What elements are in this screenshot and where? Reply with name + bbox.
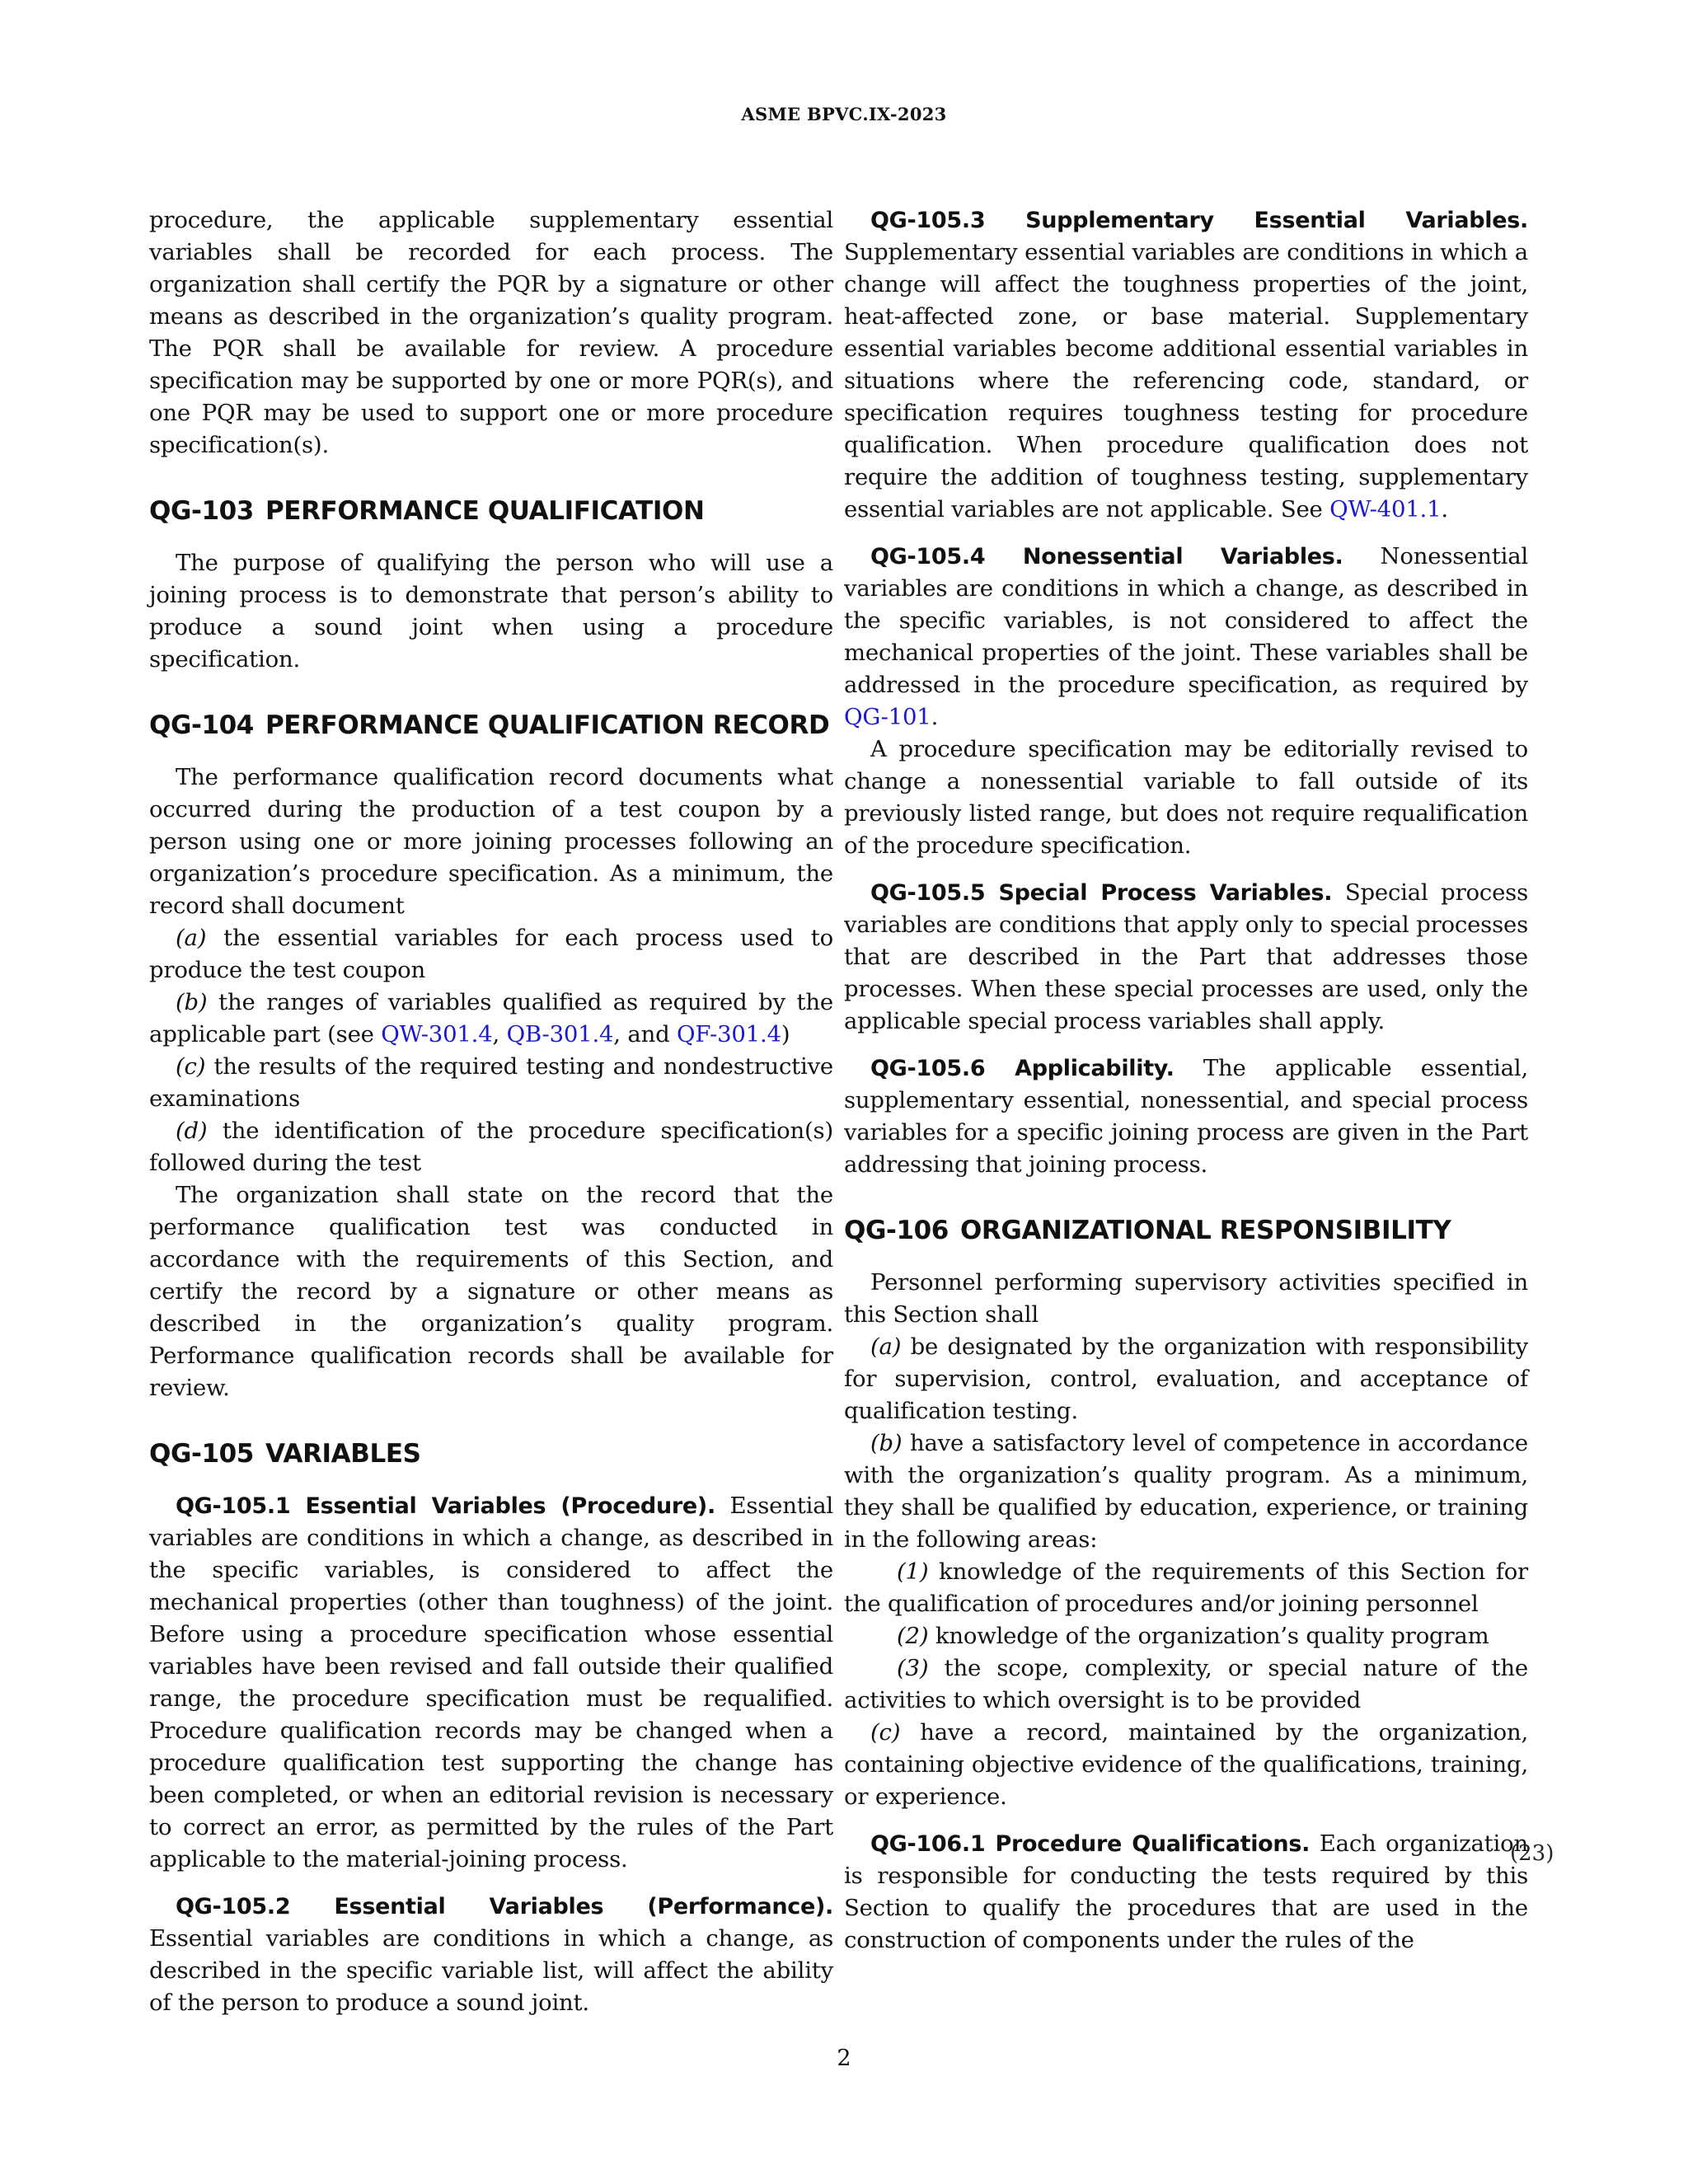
subsection-qg-105-1 <box>149 1490 833 1876</box>
subsection-qg-105-2 <box>149 1891 833 2019</box>
right-column <box>844 204 1528 1957</box>
list-item <box>844 1717 1528 1813</box>
list-item <box>149 922 833 987</box>
subsection-text: Each organization is responsible for conducting the tests required by this Section to qualify the procedures that are used in the construction of components under the rules of the <box>844 1830 1528 1953</box>
subsection-qg-105-6 <box>844 1052 1528 1181</box>
item-text: the essential variables for each process used to produce the test coupon <box>149 925 834 983</box>
run-in-heading: QG-105.4 Nonessential Variables. <box>870 544 1343 569</box>
link-qw-301-4[interactable]: QW-301.4 <box>381 1021 493 1047</box>
run-in-heading: QG-105.3 Supplementary Essential Variables. <box>870 208 1528 233</box>
heading-qg-103 <box>149 494 833 527</box>
separator: , <box>492 1021 500 1047</box>
item-label: (b) <box>176 989 208 1015</box>
run-in-heading: QG-105.1 Essential Variables (Procedure). <box>176 1493 715 1519</box>
item-label: (3) <box>897 1655 929 1681</box>
run-in-heading: QG-106.1 Procedure Qualifications. <box>870 1831 1311 1857</box>
subsection-text: Essential variables are conditions in which a change, as described in the specific variables, is considered to affect the mechanical properties (other than toughness) of the joint. Before using a procedure specification whose essential variables have been revised and fall outside their qualified range, the procedure specification must be requalified. Procedure qualification records may be changed when a procedure qualification test supporting the change has been completed, or when an editorial revision is necessary to correct an error, as permitted by the rules of the Part applicable to the material-joining process. <box>149 1493 833 1872</box>
sub-list-item <box>844 1652 1528 1717</box>
heading-qg-105 <box>149 1437 833 1470</box>
heading-qg-106 <box>844 1214 1528 1247</box>
section-number: QG-103 <box>149 496 254 526</box>
heading-qg-104 <box>149 709 833 742</box>
item-text: have a satisfactory level of competence in accordance with the organization’s quality program. As a minimum, they shall be qualified by education, experience, or training in the following areas: <box>844 1430 1528 1553</box>
left-column <box>149 204 833 2019</box>
item-text: knowledge of the requirements of this Section for the qualification of procedures and/or joining personnel <box>844 1558 1528 1617</box>
period: . <box>931 704 939 730</box>
subsection-qg-106-1 <box>844 1828 1528 1957</box>
section-title: ORGANIZATIONAL RESPONSIBILITY <box>959 1216 1451 1245</box>
item-text: have a record, maintained by the organization, containing objective evidence of the qualifications, training, or experience. <box>844 1719 1528 1810</box>
subsection-text: Special process variables are conditions that apply only to special processes that are described in the Part that addresses those processes. When these special processes are used, only the applicable special process variables shall apply. <box>844 879 1528 1034</box>
close-paren: ) <box>781 1021 790 1047</box>
separator: , and <box>613 1021 670 1047</box>
list-item <box>844 1427 1528 1556</box>
section-number: QG-105 <box>149 1439 254 1469</box>
item-text: be designated by the organization with responsibility for supervision, control, evaluation, and acceptance of qualification testing. <box>844 1333 1528 1424</box>
sub-list-item <box>844 1620 1528 1652</box>
item-label: (b) <box>870 1430 903 1456</box>
item-label: (a) <box>870 1333 902 1360</box>
paragraph: Personnel performing supervisory activities specified in this Section shall <box>844 1269 1528 1328</box>
paragraph: The purpose of qualifying the person who will use a joining process is to demonstrate that person’s ability to produce a sound joint when using a procedure specification. <box>149 550 833 673</box>
list-item <box>844 1331 1528 1427</box>
item-text: the scope, complexity, or special nature of the activities to which oversight is to be provided <box>844 1655 1528 1713</box>
page-number: 2 <box>837 2046 851 2071</box>
section-number: QG-106 <box>844 1216 949 1245</box>
running-header: ASME BPVC.IX-2023 <box>741 104 947 124</box>
item-label: (c) <box>870 1719 901 1746</box>
item-label: (a) <box>176 925 207 951</box>
item-text: the identification of the procedure specification(s) followed during the test <box>149 1118 834 1176</box>
section-title: PERFORMANCE QUALIFICATION RECORD <box>265 710 830 740</box>
section-title: VARIABLES <box>265 1439 421 1469</box>
subsection-qg-105-4 <box>844 541 1528 733</box>
link-qw-401-1[interactable]: QW-401.1 <box>1329 496 1442 523</box>
list-item <box>149 1051 833 1115</box>
paragraph: A procedure specification may be editorially revised to change a nonessential variable to fall outside of its previously listed range, but does not require requalification of the procedure specification. <box>844 736 1528 859</box>
continued-paragraph: procedure, the applicable supplementary essential variables shall be recorded for each process. The organization shall certify the PQR by a signature or other means as described in the organization’s quality program. The PQR shall be available for review. A procedure specification may be supported by one or more PQR(s), and one PQR may be used to support one or more procedure specification(s). <box>149 207 833 458</box>
subsection-text: The applicable essential, supplementary essential, nonessential, and special process variables for a specific joining process are given in the Part addressing that joining process. <box>844 1055 1528 1178</box>
sub-list-item <box>844 1556 1528 1620</box>
run-in-heading: QG-105.2 Essential Variables (Performance). <box>176 1894 833 1919</box>
run-in-heading: QG-105.6 Applicability. <box>870 1056 1175 1081</box>
section-number: QG-104 <box>149 710 254 740</box>
paragraph: The performance qualification record documents what occurred during the production of a test coupon by a person using one or more joining processes following an organization’s procedure specification. As a minimum, the record shall document <box>149 764 833 919</box>
item-text: the results of the required testing and nondestructive examinations <box>149 1053 833 1112</box>
period: . <box>1441 496 1448 523</box>
item-label: (c) <box>176 1053 206 1080</box>
subsection-text: Essential variables are conditions in which a change, as described in the specific variable list, will affect the ability of the person to produce a sound joint. <box>149 1925 833 2016</box>
subsection-text: Nonessential variables are conditions in which a change, as described in the specific variables, is not considered to affect the mechanical properties of the joint. These variables shall be addressed in the procedure specification, as required by <box>844 543 1528 698</box>
item-label: (2) <box>897 1623 929 1649</box>
item-text: the ranges of variables qualified as required by the applicable part (see <box>149 989 833 1047</box>
subsection-text: Supplementary essential variables are conditions in which a change will affect the toughness properties of the joint, heat-affected zone, or base material. Supplementary essential variables become additional essential variables in situations where the referencing code, standard, or specification requires toughness testing for procedure qualification. When procedure qualification does not require the addition of toughness testing, supplementary essential variables are not applicable. See <box>844 239 1528 523</box>
paragraph: The organization shall state on the record that the performance qualification test was conducted in accordance with the requirements of this Section, and certify the record by a signature or other means as described in the organization’s quality program. Performance qualification records shall be available for review. <box>149 1182 833 1401</box>
section-title: PERFORMANCE QUALIFICATION <box>265 496 705 526</box>
subsection-qg-105-5 <box>844 877 1528 1038</box>
link-qg-101[interactable]: QG-101 <box>844 704 931 730</box>
list-item <box>149 987 833 1051</box>
run-in-heading: QG-105.5 Special Process Variables. <box>870 880 1333 906</box>
revision-marker: (23) <box>1510 1841 1554 1866</box>
item-label: (d) <box>176 1118 208 1144</box>
list-item <box>149 1115 833 1179</box>
link-qb-301-4[interactable]: QB-301.4 <box>506 1021 614 1047</box>
subsection-qg-105-3 <box>844 204 1528 526</box>
item-text: knowledge of the organization’s quality program <box>935 1623 1489 1649</box>
link-qf-301-4[interactable]: QF-301.4 <box>677 1021 781 1047</box>
item-label: (1) <box>897 1558 929 1585</box>
